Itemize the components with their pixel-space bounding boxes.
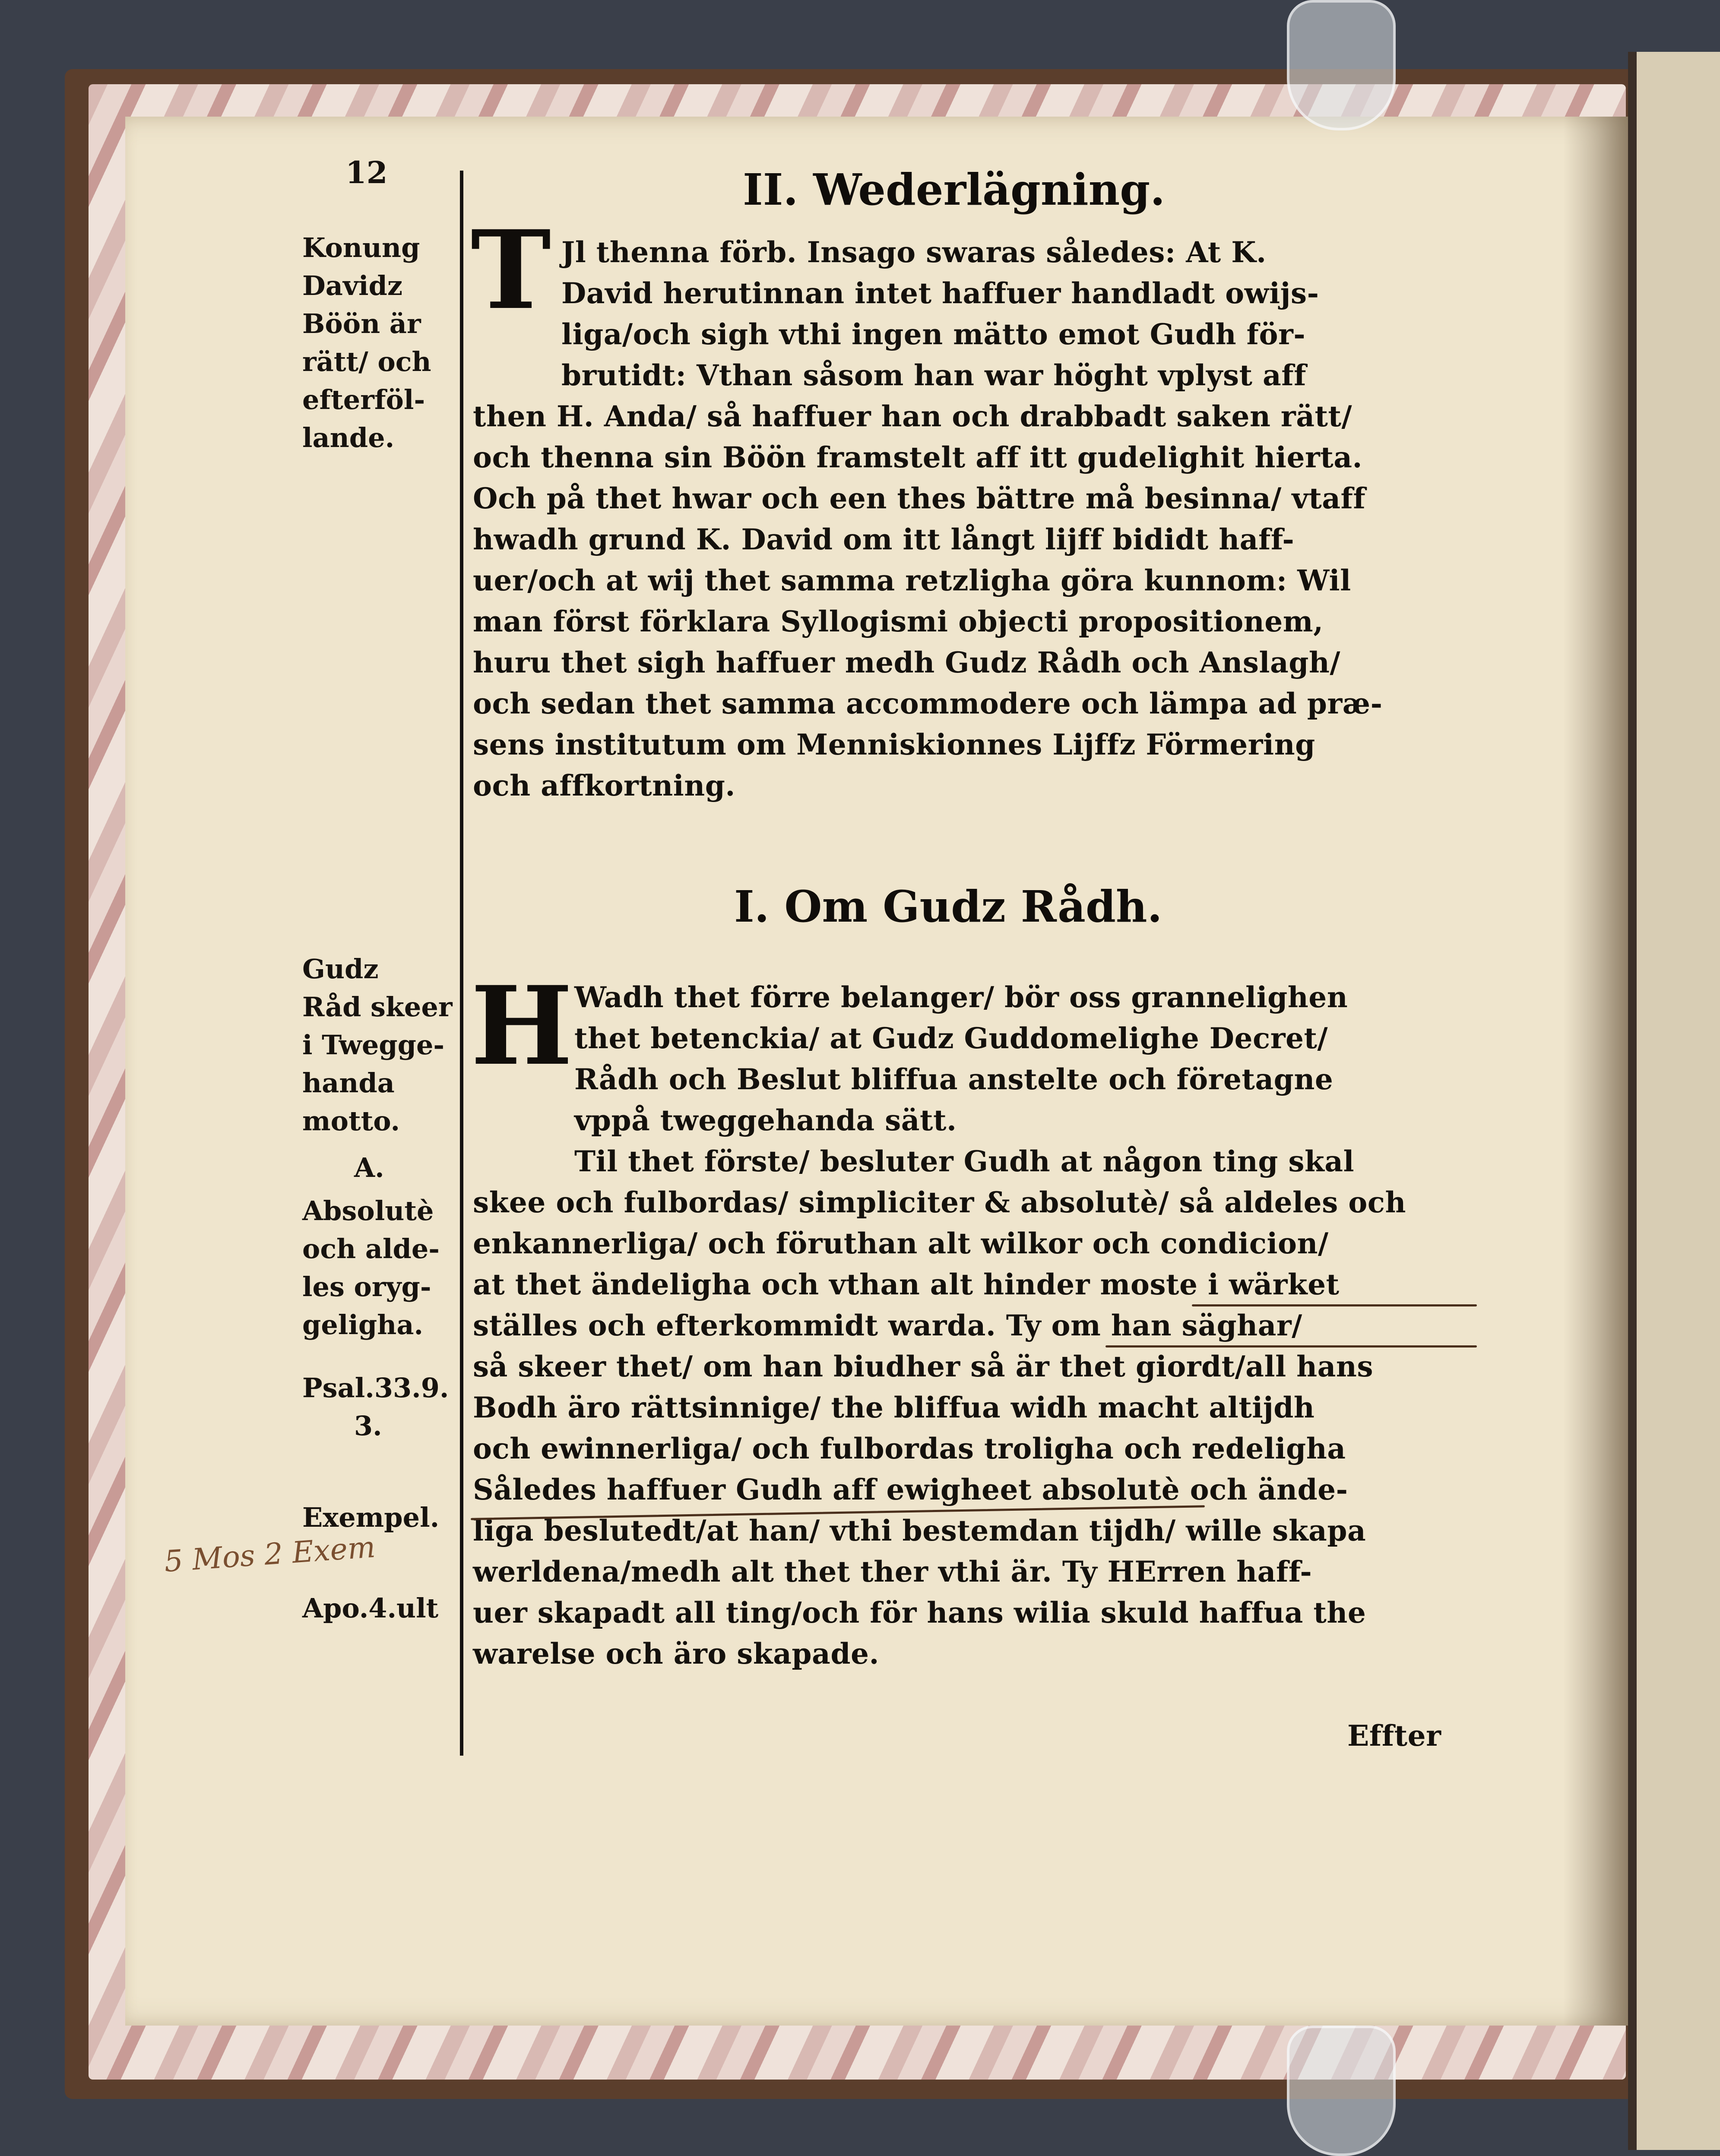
drop-cap: H xyxy=(471,962,573,1089)
text-line: Bodh äro rättsinnige/ the bliffua widh macht altijdh xyxy=(473,1391,1315,1424)
margin-note xyxy=(302,229,431,457)
drop-cap: T xyxy=(471,206,551,333)
page-holder-clip-bottom xyxy=(1287,2026,1396,2156)
margin-line: Böön är xyxy=(302,308,421,339)
margin-note xyxy=(354,1149,384,1187)
text-line: och ewinnerliga/ och fulbordas troligha och redeligha xyxy=(473,1432,1346,1465)
text-line: Och på thet hwar och een thes bättre må besinna/ vtaff xyxy=(473,482,1366,515)
page-number: 12 xyxy=(345,155,388,190)
column-rule xyxy=(460,171,463,1756)
margin-line: 3. xyxy=(354,1410,382,1442)
text-line: och thenna sin Böön framstelt aff itt gudelighit hierta. xyxy=(473,441,1362,474)
text-line: sens institutum om Menniskionnes Lijffz Förmering xyxy=(473,728,1315,761)
ink-underline xyxy=(1192,1304,1477,1306)
text-line: warelse och äro skapade. xyxy=(473,1637,879,1671)
margin-note xyxy=(302,950,452,1140)
text-line: uer skapadt all ting/och för hans wilia skuld haffua the xyxy=(473,1596,1366,1630)
facing-page-edge xyxy=(1628,52,1720,2150)
margin-line: Apo.4.ult xyxy=(302,1592,439,1624)
margin-line: Råd skeer xyxy=(302,991,453,1023)
margin-line: Davidz xyxy=(302,270,403,301)
margin-line: i Twegge- xyxy=(302,1029,445,1061)
margin-note xyxy=(302,1589,438,1627)
text-line: och affkortning. xyxy=(473,769,735,802)
text-line: at thet ändeligha och vthan alt hinder moste i wärket xyxy=(473,1268,1340,1301)
text-line: liga beslutedt/at han/ vthi bestemdan tijdh/ wille skapa xyxy=(473,1514,1366,1547)
text-line: skee och fulbordas/ simpliciter & absolutè/ så aldeles och xyxy=(473,1186,1406,1219)
margin-line: rätt/ och xyxy=(302,346,431,377)
margin-line: Absolutè xyxy=(302,1195,434,1227)
catchword: Effter xyxy=(1347,1719,1441,1753)
margin-line: handa xyxy=(302,1067,395,1099)
text-line: enkannerliga/ och föruthan alt wilkor och condicion/ xyxy=(473,1227,1329,1260)
margin-line: efterföl- xyxy=(302,384,425,415)
text-line: Til thet förste/ besluter Gudh at någon ting skal xyxy=(574,1145,1355,1178)
margin-line: geligha. xyxy=(302,1309,424,1341)
section-heading: II. Wederlägning. xyxy=(743,164,1166,215)
text-line: vppå tweggehanda sätt. xyxy=(574,1103,957,1137)
text-line: Således haffuer Gudh aff ewigheet absolutè och ände- xyxy=(473,1473,1348,1506)
text-line: Rådh och Beslut bliffua anstelte och företagne xyxy=(574,1062,1334,1096)
text-line: Jl thenna förb. Insago swaras således: At K. xyxy=(561,235,1267,269)
margin-line: Gudz xyxy=(302,953,379,985)
margin-line: A. xyxy=(354,1152,384,1183)
section-heading: I. Om Gudz Rådh. xyxy=(734,881,1163,932)
text-line: liga/och sigh vthi ingen mätto emot Gudh för- xyxy=(561,317,1306,351)
text-line: Wadh thet förre belanger/ bör oss grannelighen xyxy=(574,980,1348,1014)
text-line: man först förklara Syllogismi objecti propositionem, xyxy=(473,605,1324,638)
margin-note xyxy=(302,1192,440,1344)
text-line: hwadh grund K. David om itt långt lijff bididt haff- xyxy=(473,523,1295,556)
text-line: uer/och at wij thet samma retzligha göra kunnom: Wil xyxy=(473,564,1351,597)
handwritten-annotation: 5 Mos 2 Exem xyxy=(163,1530,377,1579)
margin-line: Konung xyxy=(302,232,420,263)
margin-line: Psal.33.9. xyxy=(302,1372,449,1404)
text-line: thet betenckia/ at Gudz Guddomelighe Decret/ xyxy=(574,1021,1328,1055)
text-line: David herutinnan intet haffuer handladt owijs- xyxy=(561,276,1319,310)
margin-line: motto. xyxy=(302,1105,400,1137)
margin-line: och alde- xyxy=(302,1233,440,1265)
margin-note xyxy=(302,1369,449,1445)
gutter-shadow xyxy=(1563,117,1628,2026)
ink-underline xyxy=(1105,1345,1477,1348)
text-line: och sedan thet samma accommodere och lämpa ad præ- xyxy=(473,687,1383,720)
margin-line: Exempel. xyxy=(302,1502,440,1533)
text-line: huru thet sigh haffuer medh Gudz Rådh och Anslagh/ xyxy=(473,646,1340,679)
text-line: brutidt: Vthan såsom han war höght vplyst aff xyxy=(561,358,1306,392)
text-line: then H. Anda/ så haffuer han och drabbadt saken rätt/ xyxy=(473,399,1353,433)
margin-line: lande. xyxy=(302,422,395,453)
text-line: så skeer thet/ om han biudher så är thet giordt/all hans xyxy=(473,1350,1374,1383)
margin-line: les oryg- xyxy=(302,1271,431,1303)
text-line: werldena/medh alt thet ther vthi är. Ty HErren haff- xyxy=(473,1555,1312,1588)
page-holder-clip-top xyxy=(1287,0,1396,130)
text-line: ställes och efterkommidt warda. Ty om han säghar/ xyxy=(473,1309,1302,1342)
